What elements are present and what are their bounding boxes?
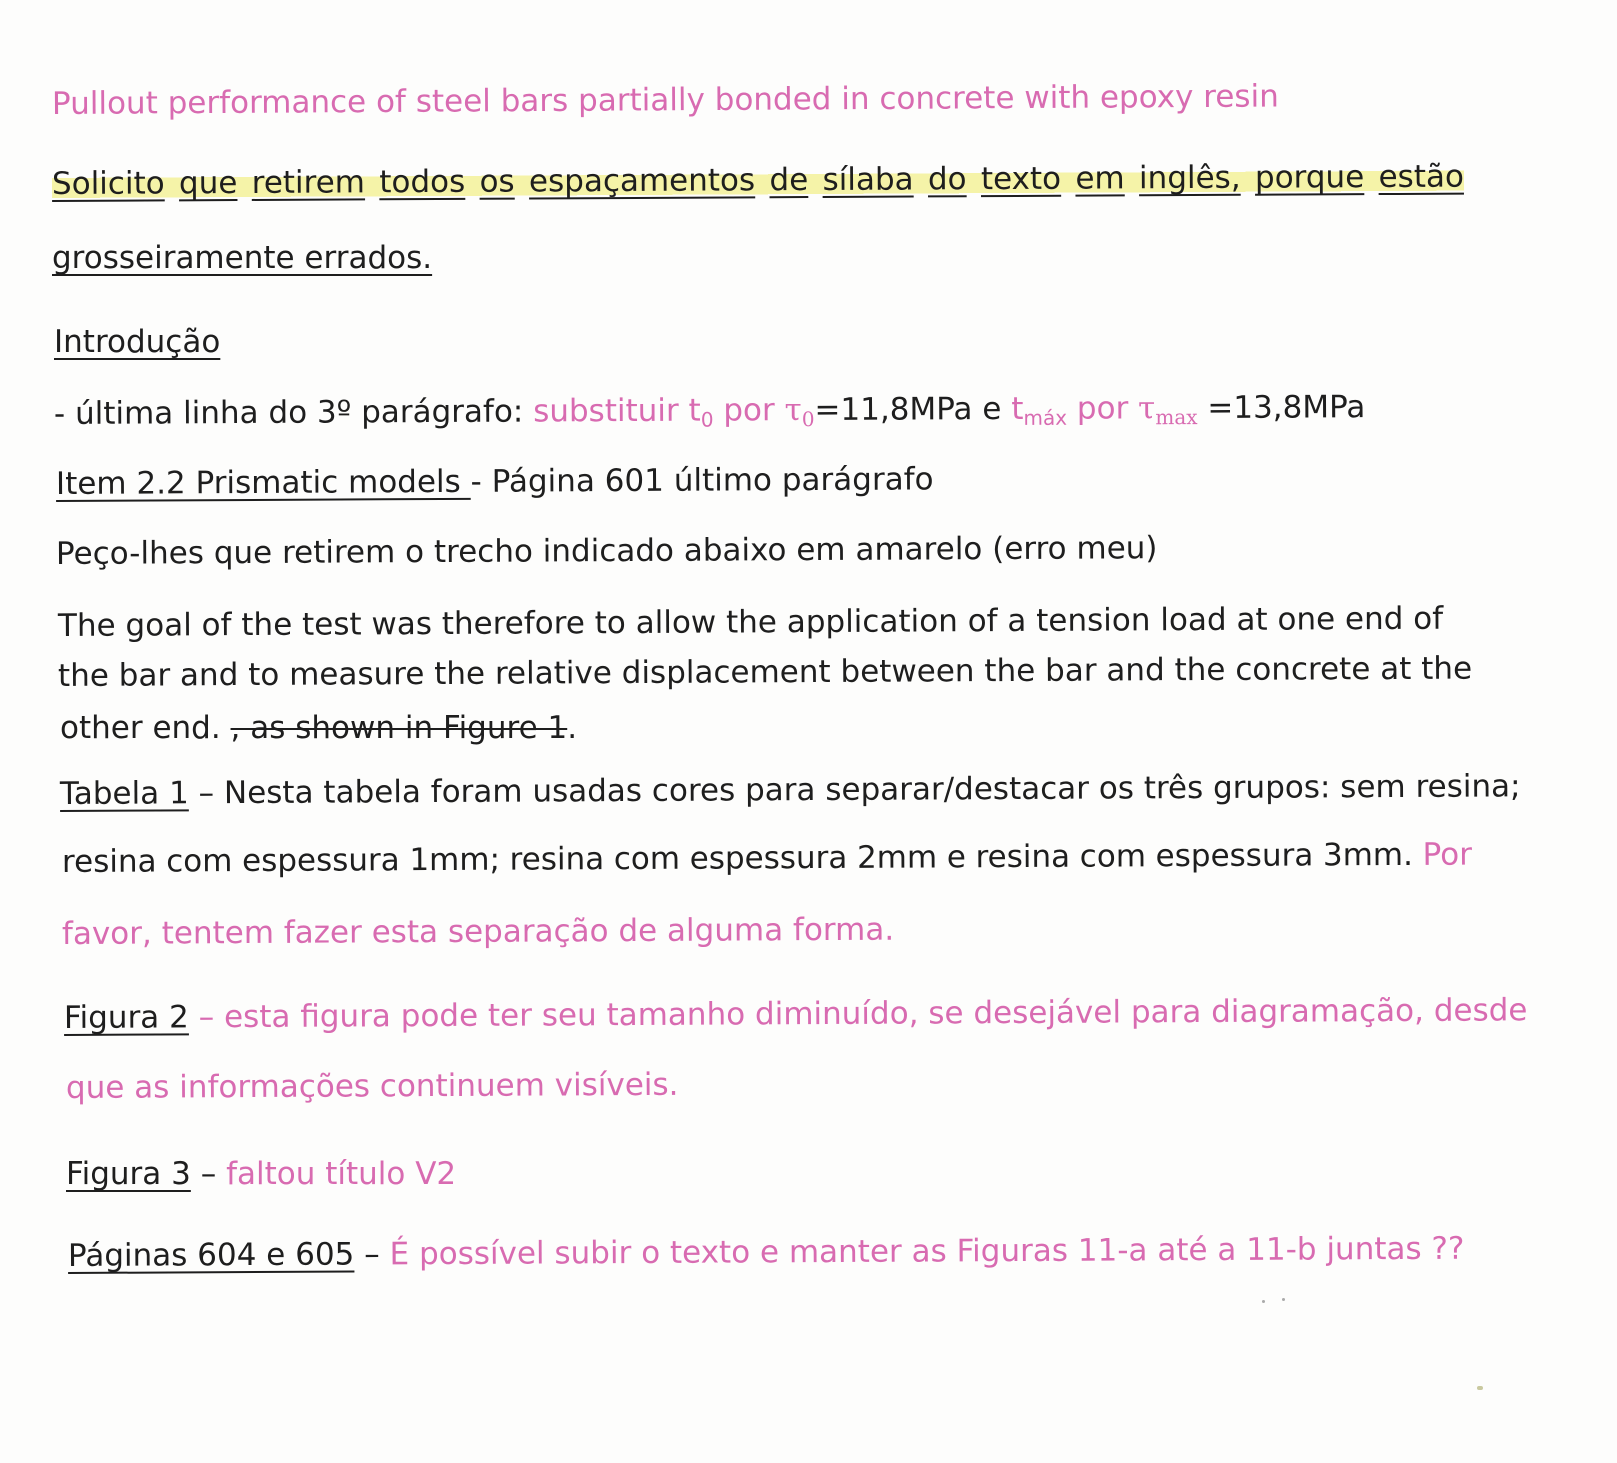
quote-line-3-text: other end.	[60, 710, 231, 746]
quote-line-1: The goal of the test was therefore to allow the application of a tension load at one end of	[57, 600, 1444, 644]
tabela1-word: com	[166, 843, 233, 880]
tabela1-line-2	[62, 835, 1472, 882]
tabela1-text-1: – Nesta tabela foram usadas cores para separar/destacar os três grupos: sem resina;	[188, 768, 1521, 812]
struck-text: , as shown in Figure 1	[230, 710, 568, 746]
request-word: do	[927, 161, 967, 198]
figura2-dash: –	[188, 999, 225, 1036]
request-word: Solicito	[51, 165, 165, 202]
intro-sub-0a: 0	[700, 407, 714, 432]
item22-rest: - Página 601 último parágrafo	[470, 461, 934, 500]
scan-speck	[1477, 1386, 1483, 1390]
tabela1-word: resina	[509, 841, 605, 878]
intro-t: t	[1011, 390, 1024, 427]
request-word: inglês,	[1138, 159, 1241, 197]
intro-por-2: por	[1066, 390, 1139, 427]
figura3-label: Figura 3	[66, 1156, 191, 1192]
paginas-text: É possível subir o texto e manter as Figuras 11-a até a 11-b juntas ??	[389, 1230, 1465, 1273]
item22-heading: Item 2.2 Prismatic models	[55, 463, 471, 502]
tabela1-line-3: favor, tentem fazer esta separação de alguma forma.	[61, 911, 895, 952]
item22-request: Peço-lhes que retirem o trecho indicado abaixo em amarelo (erro meu)	[55, 530, 1158, 572]
tabela1-word: com	[1079, 838, 1147, 875]
figura2-line-1	[64, 990, 1528, 1038]
intro-sub-0b: 0	[801, 407, 815, 432]
tabela1-word: espessura	[241, 842, 400, 880]
request-line-1	[52, 157, 1464, 204]
intro-value-1: =11,8MPa e	[814, 390, 1012, 429]
request-word: porque	[1254, 159, 1365, 196]
tabela1-word: 1mm;	[409, 841, 501, 879]
tabela1-line-1	[60, 766, 1521, 814]
figura3-dash: –	[190, 1156, 227, 1192]
request-word: os	[479, 163, 515, 200]
intro-heading: Introdução	[54, 324, 221, 360]
paginas-line	[68, 1229, 1465, 1276]
quote-line-3	[60, 708, 577, 748]
figura2-label: Figura 2	[63, 999, 189, 1036]
tabela1-word: resina	[61, 843, 157, 880]
request-word: texto	[980, 160, 1062, 198]
tabela1-word: resina	[975, 838, 1071, 876]
document-title: Pullout performance of steel bars partially bonded in concrete with epoxy resin	[51, 78, 1279, 122]
tabela1-word: com	[613, 840, 681, 878]
tau-max-symbol: τ	[1138, 390, 1156, 427]
paginas-dash: –	[354, 1236, 390, 1273]
scan-speck	[1282, 1298, 1285, 1301]
intro-value-2: =13,8MPa	[1197, 389, 1366, 427]
tabela1-word: e	[946, 839, 966, 876]
request-word: espaçamentos	[528, 162, 756, 200]
tabela1-pink-word: Por	[1422, 836, 1472, 873]
intro-por-1: por	[713, 392, 785, 429]
intro-sub-max-1: máx	[1023, 405, 1068, 430]
quote-line-2: the bar and to measure the relative displacement between the bar and the concrete at the	[57, 650, 1473, 694]
figura3-text: faltou título V2	[226, 1156, 457, 1192]
quote-end: .	[567, 710, 578, 746]
tau-symbol: τ	[784, 392, 802, 429]
request-word: que	[178, 165, 238, 202]
scan-speck	[1262, 1300, 1265, 1303]
figura2-text-1: esta figura pode ter seu tamanho diminuído, se desejável para diagramação, desde	[223, 992, 1528, 1036]
intro-subst: substituir t	[533, 392, 701, 430]
figura3-line	[66, 1154, 456, 1194]
paginas-label: Páginas 604 e 605	[67, 1236, 355, 1274]
request-word: retirem	[251, 164, 366, 201]
request-word: sílaba	[822, 161, 914, 198]
tabela1-word: espessura	[689, 839, 848, 877]
tabela1-word: espessura	[1155, 837, 1314, 875]
item22-line	[56, 459, 934, 504]
figura2-line-2: que as informações continuem visíveis.	[65, 1066, 679, 1106]
request-word: todos	[379, 163, 466, 201]
tabela1-word: 2mm	[856, 839, 938, 876]
tabela1-label: Tabela 1	[59, 775, 189, 812]
request-word: estão	[1378, 158, 1464, 196]
request-line-2: grosseiramente errados.	[52, 240, 433, 276]
request-word: em	[1075, 160, 1125, 197]
request-word: de	[769, 162, 809, 199]
intro-prefix: - última linha do 3º parágrafo:	[53, 393, 534, 432]
tabela1-word: 3mm.	[1322, 836, 1414, 874]
intro-instruction	[54, 387, 1366, 443]
intro-sub-max-2: max	[1155, 405, 1198, 430]
